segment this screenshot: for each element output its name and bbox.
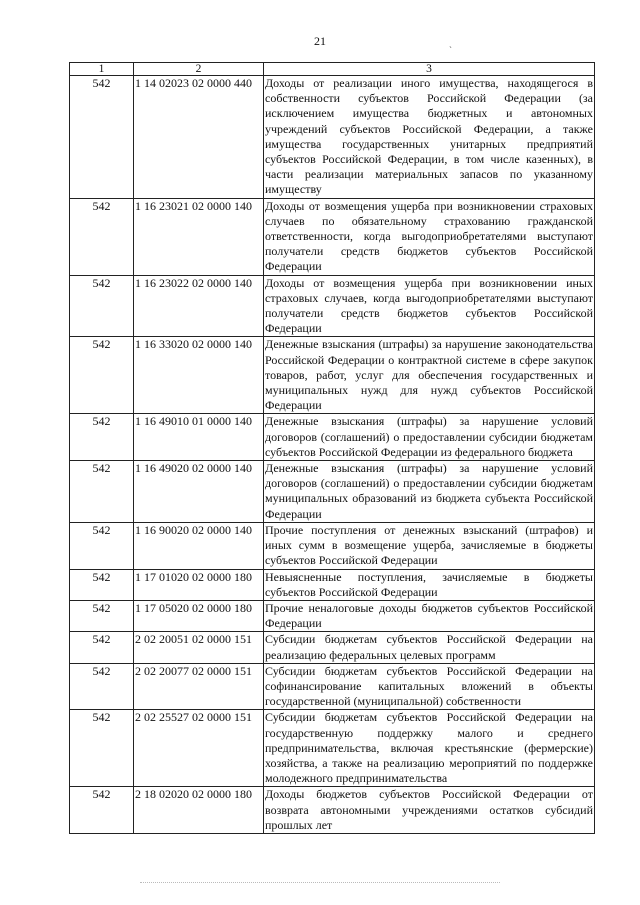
- table-row: [70, 414, 595, 461]
- revenue-description: Денежные взыскания (штрафы) за нарушение условий договоров (соглашений) о предоставлении субсидии бюджетам муниципальных образований из бюджета субъекта Российской Федерации: [265, 461, 593, 521]
- table-row: [70, 198, 595, 275]
- admin-code: 542: [70, 632, 134, 663]
- revenue-description: Доходы от возмещения ущерба при возникновении страховых случаев по обязательному страхованию гражданской ответственности, когда выгодоприобретателями выступают получатели средств бюджетов субъектов Российской Федерации: [265, 198, 593, 274]
- admin-code: 542: [70, 198, 134, 275]
- classification-code: 1 16 90020 02 0000 140: [134, 522, 264, 569]
- admin-code: 542: [70, 275, 134, 337]
- table-row: [70, 787, 595, 834]
- classification-code: 1 16 23022 02 0000 140: [134, 275, 264, 337]
- classification-code: 1 14 02023 02 0000 440: [134, 76, 264, 199]
- revenue-description: Доходы бюджетов субъектов Российской Федерации от возврата автономными учреждениями остатков субсидий прошлых лет: [265, 787, 593, 832]
- admin-code: 542: [70, 522, 134, 569]
- table-row: [70, 663, 595, 710]
- admin-code: 542: [70, 600, 134, 631]
- admin-code: 542: [70, 663, 134, 710]
- table-row: [70, 710, 595, 787]
- scan-footer-line: [140, 882, 500, 883]
- admin-code: 542: [70, 337, 134, 414]
- revenue-description: Субсидии бюджетам субъектов Российской Федерации на реализацию федеральных целевых программ: [265, 632, 593, 662]
- classification-code: 2 02 25527 02 0000 151: [134, 710, 264, 787]
- classification-code: 1 16 23021 02 0000 140: [134, 198, 264, 275]
- admin-code: 542: [70, 787, 134, 834]
- table-row: [70, 76, 595, 199]
- revenue-description: Денежные взыскания (штрафы) за нарушение условий договоров (соглашений) о предоставлении субсидии бюджетам субъектов Российской Федерации из федерального бюджета: [265, 414, 593, 459]
- page-number: 21: [314, 34, 326, 48]
- revenue-description: Доходы от возмещения ущерба при возникновении иных страховых случаев, когда выгодоприобретателями выступают получатели средств бюджетов субъектов Российской Федерации: [265, 275, 593, 336]
- classification-code: 2 02 20051 02 0000 151: [134, 632, 264, 663]
- header-col-2: 2: [134, 63, 264, 76]
- admin-code: 542: [70, 569, 134, 600]
- table-row: [70, 337, 595, 414]
- table-row: [70, 600, 595, 631]
- revenue-description: Денежные взыскания (штрафы) за нарушение законодательства Российской Федерации о контрактной системе в сфере закупок товаров, работ, услуг для обеспечения государственных и муниципальных нужд для нужд субъектов Российской Федерации: [265, 337, 593, 413]
- table-row: [70, 461, 595, 523]
- classification-code: 2 02 20077 02 0000 151: [134, 663, 264, 710]
- classification-code: 2 18 02020 02 0000 180: [134, 787, 264, 834]
- table-row: [70, 522, 595, 569]
- admin-code: 542: [70, 76, 134, 199]
- admin-code: 542: [70, 710, 134, 787]
- table-header-row: [70, 63, 595, 76]
- classification-code: 1 16 49020 02 0000 140: [134, 461, 264, 523]
- revenue-description: Субсидии бюджетам субъектов Российской Федерации на софинансирование капитальных вложений в объекты государственной (муниципальной) собственности: [265, 663, 593, 709]
- revenue-description: Доходы от реализации иного имущества, находящегося в собственности субъектов Российской Федерации (за исключением имущества бюджетных и автономных учреждений субъектов Российской Федерации, а также имущества государственных унитарных предприятий субъектов Российской Федерации, в том числе казенных), в части реализации материальных запасов по указанному имуществу: [265, 76, 593, 197]
- admin-code: 542: [70, 414, 134, 461]
- scan-mark: ˎ: [449, 38, 452, 48]
- admin-code: 542: [70, 461, 134, 523]
- revenue-description: Прочие неналоговые доходы бюджетов субъектов Российской Федерации: [265, 600, 593, 631]
- table-row: [70, 569, 595, 600]
- header-col-1: 1: [70, 63, 134, 76]
- revenue-description: Невыясненные поступления, зачисляемые в бюджеты субъектов Российской Федерации: [265, 569, 593, 599]
- classification-code: 1 16 33020 02 0000 140: [134, 337, 264, 414]
- table-row: [70, 632, 595, 663]
- classification-code: 1 16 49010 01 0000 140: [134, 414, 264, 461]
- revenue-description: Субсидии бюджетам субъектов Российской Федерации на государственную поддержку малого и среднего предпринимательства, включая крестьянские (фермерские) хозяйства, а также на реализацию мероприятий по поддержке молодежного предпринимательства: [265, 710, 593, 786]
- classification-code: 1 17 01020 02 0000 180: [134, 569, 264, 600]
- header-col-3: 3: [264, 63, 595, 76]
- classification-code: 1 17 05020 02 0000 180: [134, 600, 264, 631]
- table-row: [70, 275, 595, 337]
- revenue-description: Прочие поступления от денежных взысканий (штрафов) и иных сумм в возмещение ущерба, зачисляемые в бюджеты субъектов Российской Федерации: [265, 522, 593, 568]
- revenue-codes-table: [69, 62, 595, 834]
